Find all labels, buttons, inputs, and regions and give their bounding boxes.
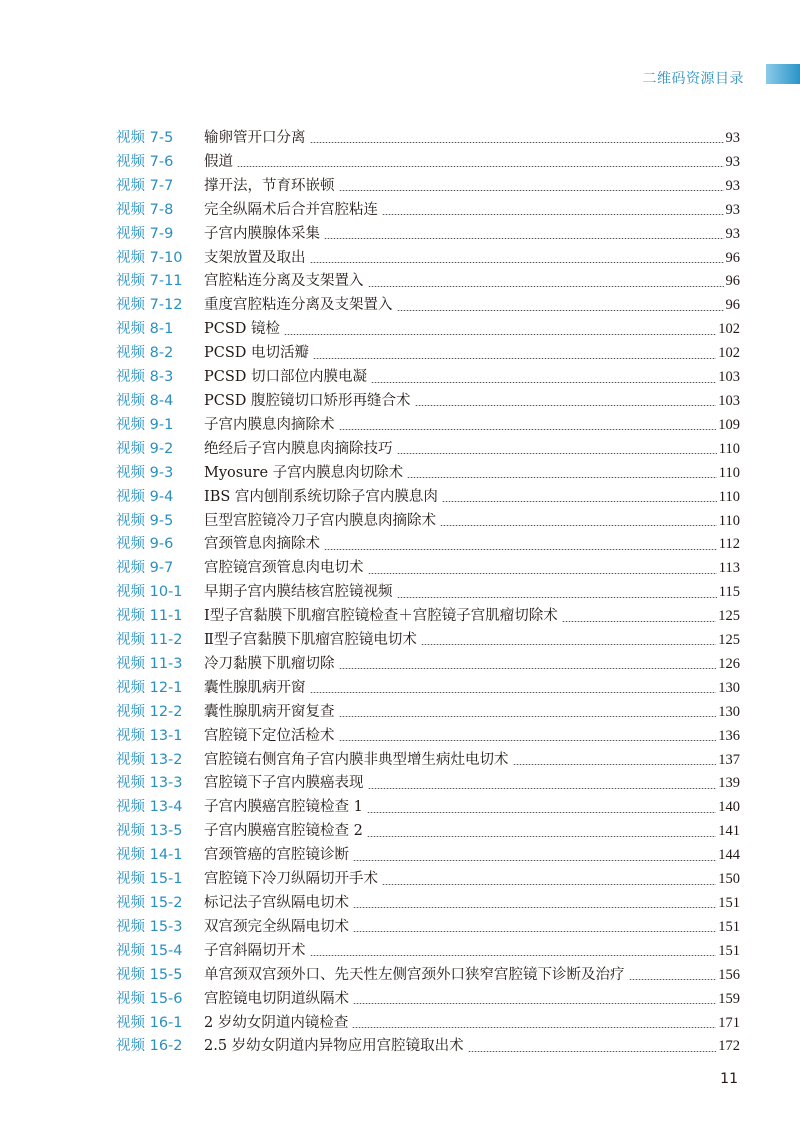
- toc-entry-title: 子宫内膜癌宫腔镜检查 1: [204, 799, 363, 816]
- dot-leader: [353, 907, 716, 908]
- toc-entry-label: 视频 14-1: [116, 847, 183, 864]
- toc-entry-page: 103: [718, 392, 740, 409]
- toc-entry-title: 子宫斜隔切开术: [204, 942, 306, 959]
- toc-entry-page: 96: [725, 273, 740, 290]
- toc-entry-title: 囊性腺肌病开窗: [204, 679, 306, 696]
- toc-entry[interactable]: [116, 557, 740, 581]
- toc-entry-title: 2 岁幼女阴道内镜检查: [204, 1014, 349, 1031]
- dot-leader: [367, 836, 716, 837]
- dot-leader: [284, 334, 716, 335]
- dot-leader: [353, 931, 716, 932]
- toc-entry[interactable]: [116, 462, 740, 486]
- dot-leader: [353, 1003, 716, 1004]
- toc-entry-title: 双宫颈完全纵隔电切术: [204, 918, 349, 935]
- toc-entry-title: 2.5 岁幼女阴道内异物应用宫腔镜取出术: [204, 1038, 464, 1055]
- dot-leader: [367, 812, 716, 813]
- toc-entry-label: 视频 13-5: [116, 823, 183, 840]
- dot-leader: [339, 716, 717, 717]
- dot-leader: [368, 788, 717, 789]
- toc-entry-title: 标记法子宫纵隔电切术: [204, 895, 349, 911]
- toc-entry-label: 视频 8-2: [116, 345, 174, 362]
- toc-entry[interactable]: [116, 701, 740, 725]
- toc-entry-title: 宫颈管息肉摘除术: [204, 536, 320, 553]
- toc-entry-page: 110: [718, 464, 740, 481]
- dot-leader: [339, 668, 717, 669]
- toc-entry-title: 囊性腺肌病开窗复查: [204, 703, 335, 720]
- toc-entry-page: 144: [718, 847, 740, 864]
- toc-entry[interactable]: [116, 294, 740, 318]
- toc-entry-label: 视频 9-7: [116, 560, 174, 577]
- dot-leader: [468, 1051, 717, 1052]
- toc-entry[interactable]: [116, 916, 740, 940]
- toc-entry-label: 视频 8-3: [116, 369, 174, 386]
- toc-entry-title: 子宫内膜腺体采集: [204, 225, 320, 242]
- toc-entry-label: 视频 16-1: [116, 1014, 183, 1031]
- dot-leader: [371, 382, 716, 383]
- toc-entry[interactable]: [116, 892, 740, 916]
- toc-entry-page: 113: [718, 560, 740, 577]
- toc-entry-label: 视频 7-7: [116, 177, 174, 194]
- toc-entry-page: 96: [725, 249, 740, 266]
- toc-entry[interactable]: [116, 510, 740, 534]
- qr-resource-toc: [116, 127, 740, 1059]
- toc-entry-label: 视频 8-1: [116, 321, 174, 338]
- toc-entry-title: 宫腔粘连分离及支架置入: [204, 273, 364, 290]
- toc-entry-label: 视频 13-2: [116, 751, 183, 768]
- toc-entry-label: 视频 7-8: [116, 201, 174, 218]
- toc-entry-page: 93: [725, 201, 740, 218]
- toc-entry-page: 156: [718, 966, 740, 983]
- toc-entry-title: 宫腔镜右侧宫角子宫内膜非典型增生病灶电切术: [204, 751, 509, 768]
- toc-entry[interactable]: [116, 199, 740, 223]
- toc-entry-label: 视频 15-5: [116, 966, 183, 983]
- toc-entry-label: 视频 11-2: [116, 632, 183, 649]
- toc-entry[interactable]: [116, 486, 740, 510]
- toc-entry-title: 巨型宫腔镜冷刀子宫内膜息肉摘除术: [204, 512, 436, 529]
- toc-entry[interactable]: [116, 940, 740, 964]
- toc-entry-label: 视频 7-10: [116, 249, 183, 266]
- toc-entry-page: 110: [718, 488, 740, 505]
- toc-entry[interactable]: [116, 270, 740, 294]
- toc-entry-page: 110: [718, 440, 740, 457]
- dot-leader: [421, 644, 716, 645]
- toc-entry[interactable]: [116, 796, 740, 820]
- toc-entry-page: 140: [718, 799, 740, 816]
- dot-leader: [353, 860, 716, 861]
- toc-entry-label: 视频 10-1: [116, 584, 183, 601]
- toc-entry-label: 视频 9-1: [116, 416, 174, 433]
- toc-entry-page: 159: [718, 990, 740, 1007]
- toc-entry-page: 102: [718, 321, 740, 338]
- toc-entry[interactable]: [116, 605, 740, 629]
- toc-entry-page: 136: [718, 727, 740, 744]
- toc-entry[interactable]: [116, 677, 740, 701]
- toc-entry-title: PCSD 镜检: [204, 321, 281, 338]
- dot-leader: [313, 358, 716, 359]
- toc-entry[interactable]: [116, 533, 740, 557]
- toc-entry[interactable]: [116, 318, 740, 342]
- toc-entry-label: 视频 12-1: [116, 679, 183, 696]
- toc-entry-page: 102: [718, 345, 740, 362]
- dot-leader: [382, 884, 716, 885]
- dot-leader: [310, 262, 724, 263]
- toc-entry-label: 视频 9-5: [116, 512, 174, 529]
- toc-entry-label: 视频 9-4: [116, 488, 174, 505]
- toc-entry-label: 视频 9-2: [116, 440, 174, 457]
- dot-leader: [339, 740, 717, 741]
- dot-leader: [310, 692, 717, 693]
- toc-entry-title: 宫颈管癌的宫腔镜诊断: [204, 847, 349, 864]
- toc-entry[interactable]: [116, 390, 740, 414]
- toc-entry-title: 宫腔镜下冷刀纵隔切开手术: [204, 871, 378, 888]
- dot-leader: [513, 764, 717, 765]
- toc-entry[interactable]: [116, 223, 740, 247]
- toc-entry-label: 视频 13-1: [116, 727, 183, 744]
- toc-entry-page: 151: [718, 942, 740, 959]
- toc-entry-page: 150: [718, 871, 740, 888]
- toc-entry-title: 单宫颈双宫颈外口、先天性左侧宫颈外口狭窄宫腔镜下诊断及治疗: [204, 966, 625, 983]
- toc-entry[interactable]: [116, 175, 740, 199]
- toc-entry[interactable]: [116, 629, 740, 653]
- toc-entry-title: 输卵管开口分离: [204, 130, 306, 146]
- toc-entry-title: 假道: [204, 153, 233, 170]
- toc-entry-title: 宫腔镜宫颈管息肉电切术: [204, 560, 364, 577]
- toc-entry-label: 视频 8-4: [116, 392, 174, 409]
- toc-entry-label: 视频 11-3: [116, 655, 183, 672]
- toc-entry-title: 绝经后子宫内膜息肉摘除技巧: [204, 440, 393, 457]
- toc-entry-label: 视频 13-3: [116, 775, 183, 792]
- toc-entry[interactable]: [116, 581, 740, 605]
- toc-entry-title: 宫腔镜下子宫内膜癌表现: [204, 775, 364, 792]
- toc-entry[interactable]: [116, 653, 740, 677]
- toc-entry[interactable]: [116, 151, 740, 175]
- toc-entry-label: 视频 15-1: [116, 871, 183, 888]
- toc-entry[interactable]: [116, 988, 740, 1012]
- dot-leader: [352, 1027, 716, 1028]
- toc-entry-title: Myosure 子宫内膜息肉切除术: [204, 464, 404, 481]
- toc-entry-label: 视频 15-3: [116, 918, 183, 935]
- toc-entry[interactable]: [116, 342, 740, 366]
- toc-entry[interactable]: [116, 247, 740, 271]
- toc-entry[interactable]: [116, 725, 740, 749]
- toc-entry-page: 93: [725, 153, 740, 170]
- toc-entry-label: 视频 9-3: [116, 464, 174, 481]
- dot-leader: [310, 142, 724, 143]
- toc-entry-title: 宫腔镜下定位活检术: [204, 727, 335, 744]
- header-accent-bar: [766, 64, 800, 84]
- toc-entry-page: 139: [718, 775, 740, 792]
- toc-entry[interactable]: [116, 414, 740, 438]
- toc-entry-page: 112: [718, 536, 740, 553]
- toc-entry-page: 126: [718, 655, 740, 672]
- toc-entry[interactable]: [116, 964, 740, 988]
- dot-leader: [397, 453, 717, 454]
- toc-entry-label: 视频 15-6: [116, 990, 183, 1007]
- dot-leader: [310, 955, 717, 956]
- toc-entry-page: 110: [718, 512, 740, 529]
- toc-entry-title: 宫腔镜电切阴道纵隔术: [204, 990, 349, 1007]
- dot-leader: [368, 286, 724, 287]
- toc-entry-page: 130: [718, 703, 740, 720]
- toc-entry-title: 完全纵隔术后合并宫腔粘连: [204, 201, 378, 218]
- toc-entry-title: 支架放置及取出: [204, 249, 306, 266]
- toc-entry-title: IBS 宫内刨削系统切除子宫内膜息肉: [204, 488, 438, 505]
- toc-entry[interactable]: [116, 127, 740, 151]
- toc-entry-label: 视频 7-9: [116, 225, 174, 242]
- toc-entry-page: 93: [725, 130, 740, 146]
- toc-entry-label: 视频 7-12: [116, 297, 183, 314]
- toc-entry-label: 视频 16-2: [116, 1038, 183, 1055]
- running-header-title: 二维码资源目录: [642, 71, 744, 87]
- toc-entry-label: 视频 15-2: [116, 895, 183, 911]
- toc-entry[interactable]: [116, 1012, 740, 1036]
- toc-entry-label: 视频 9-6: [116, 536, 174, 553]
- dot-leader: [407, 477, 717, 478]
- toc-entry-page: 151: [718, 918, 740, 935]
- dot-leader: [368, 573, 717, 574]
- dot-leader: [629, 979, 717, 980]
- toc-entry-label: 视频 7-11: [116, 273, 183, 290]
- toc-entry-label: 视频 7-5: [116, 130, 174, 146]
- toc-entry[interactable]: [116, 772, 740, 796]
- dot-leader: [324, 238, 724, 239]
- dot-leader: [382, 214, 724, 215]
- toc-entry-title: PCSD 电切活瓣: [204, 345, 310, 362]
- toc-entry-page: 103: [718, 369, 740, 386]
- toc-entry[interactable]: [116, 868, 740, 892]
- toc-entry-page: 109: [718, 416, 740, 433]
- dot-leader: [397, 597, 717, 598]
- toc-entry-label: 视频 11-1: [116, 608, 183, 625]
- dot-leader: [324, 549, 717, 550]
- page-number: 11: [720, 1071, 738, 1087]
- toc-entry-page: 172: [718, 1038, 740, 1055]
- toc-entry[interactable]: [116, 820, 740, 844]
- toc-entry[interactable]: [116, 366, 740, 390]
- toc-entry-page: 115: [718, 584, 740, 601]
- dot-leader: [237, 166, 724, 167]
- toc-entry-title: PCSD 切口部位内膜电凝: [204, 369, 368, 386]
- toc-entry-title: PCSD 腹腔镜切口矫形再缝合术: [204, 392, 411, 409]
- toc-entry-label: 视频 12-2: [116, 703, 183, 720]
- toc-entry-page: 171: [718, 1014, 740, 1031]
- toc-entry-page: 93: [725, 225, 740, 242]
- toc-entry-title: Ⅱ型子宫黏膜下肌瘤宫腔镜电切术: [204, 632, 417, 649]
- toc-entry-title: 早期子宫内膜结核宫腔镜视频: [204, 584, 393, 601]
- dot-leader: [339, 429, 717, 430]
- dot-leader: [440, 525, 717, 526]
- toc-entry-page: 96: [725, 297, 740, 314]
- toc-entry-label: 视频 13-4: [116, 799, 183, 816]
- dot-leader: [415, 405, 717, 406]
- dot-leader: [339, 190, 724, 191]
- dot-leader: [442, 501, 717, 502]
- toc-entry-title: 重度宫腔粘连分离及支架置入: [204, 297, 393, 314]
- toc-entry-title: Ⅰ型子宫黏膜下肌瘤宫腔镜检查＋宫腔镜子宫肌瘤切除术: [204, 608, 558, 625]
- toc-entry[interactable]: [116, 749, 740, 773]
- dot-leader: [562, 621, 717, 622]
- toc-entry-page: 151: [718, 895, 740, 911]
- toc-entry-label: 视频 7-6: [116, 153, 174, 170]
- toc-entry[interactable]: [116, 1035, 740, 1059]
- dot-leader: [397, 310, 724, 311]
- toc-entry-page: 141: [718, 823, 740, 840]
- toc-entry-title: 撑开法，节育环嵌顿: [204, 177, 335, 194]
- toc-entry-page: 137: [718, 751, 740, 768]
- toc-entry-title: 冷刀黏膜下肌瘤切除: [204, 655, 335, 672]
- toc-entry-title: 子宫内膜癌宫腔镜检查 2: [204, 823, 363, 840]
- toc-entry[interactable]: [116, 438, 740, 462]
- toc-entry[interactable]: [116, 844, 740, 868]
- toc-entry-label: 视频 15-4: [116, 942, 183, 959]
- toc-entry-title: 子宫内膜息肉摘除术: [204, 416, 335, 433]
- toc-entry-page: 130: [718, 679, 740, 696]
- toc-entry-page: 125: [718, 632, 740, 649]
- toc-entry-page: 93: [725, 177, 740, 194]
- toc-entry-page: 125: [718, 608, 740, 625]
